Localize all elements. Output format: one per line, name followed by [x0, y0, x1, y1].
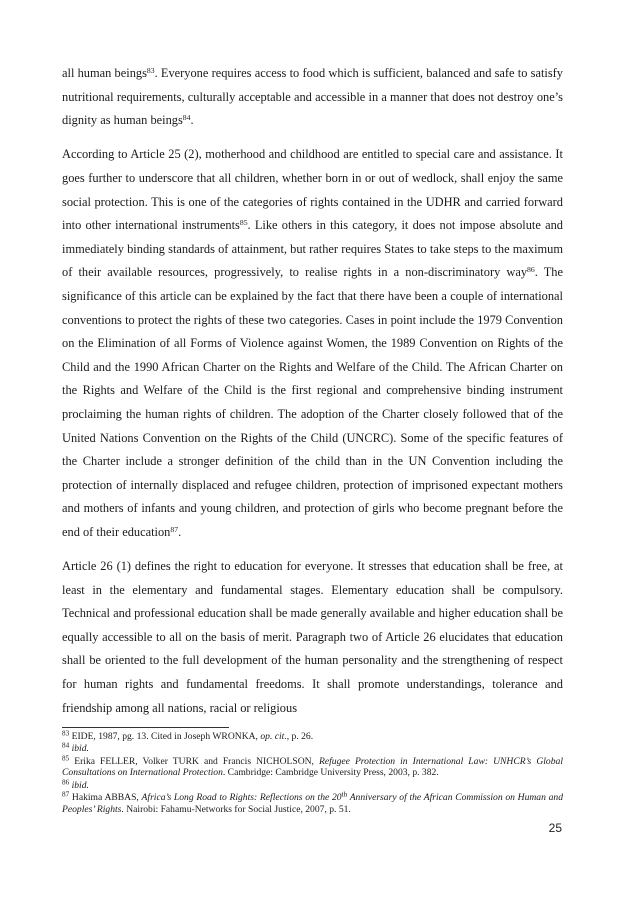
text-run: According to Article 25 (2), motherhood and childhood are entitled to special care and assistance. It goes further to underscore that all children, whether born in or out of wedlock, shall enjoy the same social protection. This is one of the categories of rights contained in the UDHR and carried forward into other international instruments: [62, 147, 563, 233]
footnote-84: [62, 743, 563, 755]
footnote-italic: ibid.: [71, 779, 89, 791]
text-run: . The significance of this article can be explained by the fact that there have been a couple of international conventions to protect the rights of these two categories. Cases in point include the 1979 Convention on the Elimination of all Forms of Violence against Women, the 1989 Convention on Rights of the Child and the 1990 African Charter on the Rights and Welfare of the Child. The African Charter on the Rights and Welfare of the Child is the first regional and comprehensive binding instrument proclaiming the human rights of children. The adoption of the Charter closely followed that of the United Nations Convention on the Rights of the Child (UNCRC). Some of the specific features of the Charter include a stronger definition of the child than in the UN Convention including the protection of internally displaced and refugee children, protection of imprisoned expectant mothers and mothers of infants and young children, and protection of girls who become pregnant before the end of their education: [62, 265, 563, 539]
footnote-ref-83[interactable]: 83: [146, 65, 155, 75]
footnote-ref-84[interactable]: 84: [182, 112, 191, 122]
footnote-ref-87[interactable]: 87: [170, 524, 179, 534]
paragraph-1: [62, 62, 563, 133]
footnote-number: 87: [62, 790, 70, 799]
footnote-italic: op. cit.: [260, 731, 287, 742]
footnote-number: 86: [62, 778, 70, 787]
footnote-text: . Nairobi: Fahamu-Networks for Social Justice, 2007, p. 51.: [121, 803, 351, 815]
text-run: .: [190, 113, 194, 128]
text-run: Article 26 (1) defines the right to education for everyone. It stresses that education shall be free, at least in the elementary and fundamental stages. Elementary education shall be compulsory. Technical and professional education shall be made generally available and higher education shall be equally accessible to all on the basis of merit. Paragraph two of Article 26 elucidates that education shall be oriented to the full development of the human personality and the strengthening of respect for human rights and fundamental freedoms. It shall promote understandings, tolerance and friendship among all nations, racial or religious: [62, 559, 563, 715]
footnote-number: 85: [62, 754, 70, 763]
paragraph-2: [62, 143, 563, 544]
footnote-83: [62, 731, 563, 743]
page-number: 25: [548, 821, 562, 835]
footnote-number: 84: [62, 741, 70, 750]
body-text: [62, 62, 563, 720]
footnote-87: [62, 792, 563, 815]
text-run: .: [178, 524, 182, 539]
footnote-number: 83: [62, 729, 70, 738]
text-run: . Everyone requires access to food which is sufficient, balanced and safe to satisfy nutritional requirements, culturally acceptable and accessible in a manner that does not destroy one’s dignity as human beings: [62, 66, 563, 128]
text-run: all human beings: [62, 66, 147, 80]
footnote-text: . Cambridge: Cambridge University Press, 2003, p. 382.: [222, 767, 439, 779]
footnote-85: [62, 756, 563, 779]
paragraph-3: [62, 555, 563, 720]
footnote-italic-superscript: th: [341, 790, 348, 799]
footnote-italic: Refugee Protection in International Law: UNHCR’s Global Consultations on International Protection: [62, 755, 563, 779]
text-run: . Like others in this category, it does not impose absolute and immediately binding standards of attainment, but rather requires States to take steps to the maximum of their available resources, progressively, to realise rights in a non-discriminatory way: [62, 218, 563, 280]
footnote-italic: Anniversary of the African Commission on Human and Peoples’ Rights: [62, 792, 563, 815]
footnote-86: [62, 780, 563, 792]
footnote-text: Erika FELLER, Volker TURK and Francis NICHOLSON,: [69, 755, 319, 767]
footnote-ref-86[interactable]: 86: [527, 265, 535, 275]
footnote-text: Hakima ABBAS,: [69, 792, 142, 804]
footnote-text: EIDE, 1987, pg. 13. Cited in Joseph WRONKA,: [69, 731, 261, 742]
footnote-italic: Africa’s Long Road to Rights: Reflections on the 20: [141, 792, 342, 804]
footnote-ref-85[interactable]: 85: [239, 217, 248, 227]
footnote-text: , p. 26.: [286, 731, 314, 742]
footnote-italic: ibid.: [71, 743, 89, 755]
footnotes: [62, 731, 563, 816]
footnote-separator: [62, 727, 229, 728]
